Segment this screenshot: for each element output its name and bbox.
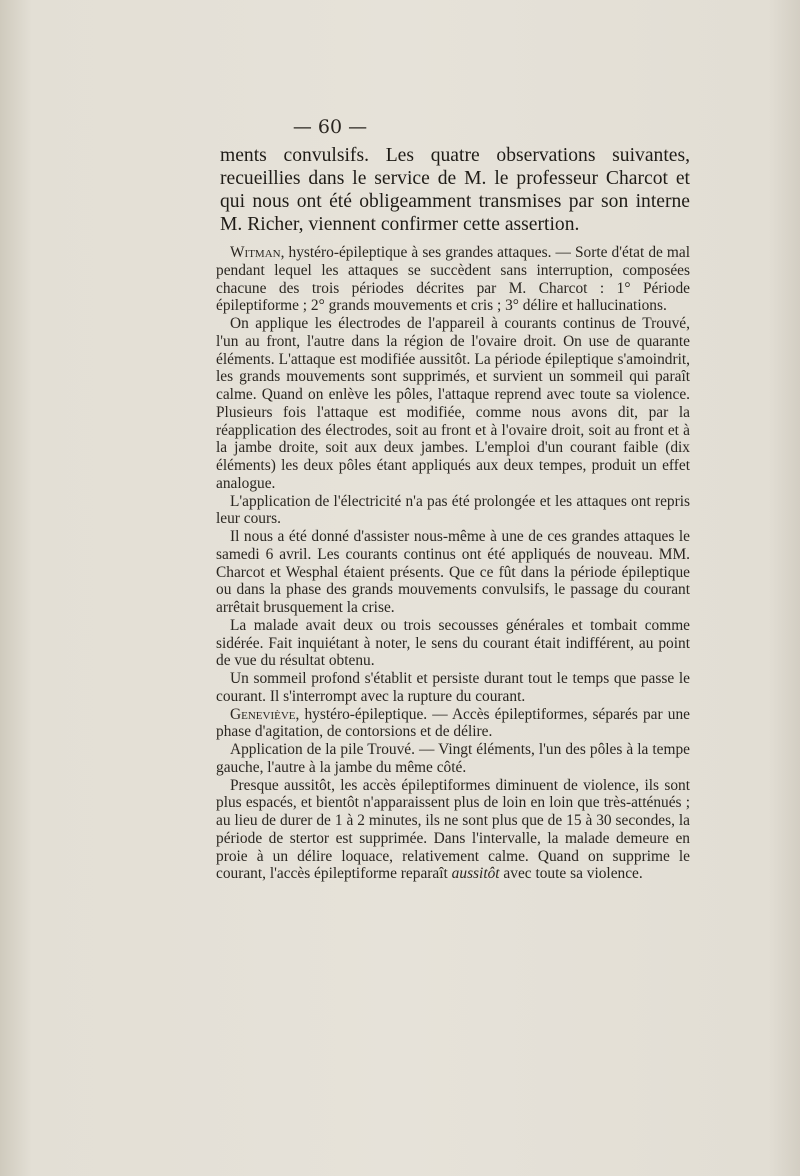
patient-name-genevieve: Geneviève xyxy=(230,705,296,723)
paragraph: La malade avait deux ou trois secousses générales et tombait comme sidérée. Fait inquiétant à noter, le sens du courant était indifférent, au point de vue du résultat obtenu. xyxy=(216,616,690,670)
page-number: — 60 — xyxy=(292,116,368,138)
paragraph-final-text: Presque aussitôt, les accès épileptiformes diminuent de violence, ils sont plus espacés, et bientôt n'apparaissent plus de loin en loin que très-atténués ; au lieu de durer de 1 à 2 minutes, ils ne sont plus que de 15 à 30 secondes, la période de stertor est supprimée. Dans l'intervalle, la malade demeure en proie à un délire loquace, relativement calme. Quand on supprime le courant, l'accès épileptiforme reparaît xyxy=(216,776,690,883)
observations-block xyxy=(216,244,690,883)
paragraph: L'application de l'électricité n'a pas été prolongée et les attaques ont repris leur cours. xyxy=(216,492,690,528)
observation-witman-text: , hystéro-épileptique à ses grandes attaques. — Sorte d'état de mal pendant lequel les attaques se succèdent sans interruption, composées chacune des trois périodes décrites par M. Charcot : 1° Période épileptiforme ; 2° grands mouvements et cris ; 3° délire et hallucinations. xyxy=(216,244,690,315)
lead-paragraph: ments convulsifs. Les quatre observations suivantes, recueillies dans le service de M. le professeur Charcot et qui nous ont été obligeamment transmises par son interne M. Richer, viennent confirmer cette assertion. xyxy=(220,145,690,235)
italic-word: aussitôt xyxy=(451,865,500,883)
patient-name-witman: Witman xyxy=(230,244,281,261)
observation-genevieve-text: , hystéro-épileptique. — Accès épileptiformes, séparés par une phase d'agitation, de contorsions et de délire. xyxy=(216,705,690,741)
paragraph: Application de la pile Trouvé. — Vingt éléments, l'un des pôles à la tempe gauche, l'autre à la jambe du même côté. xyxy=(216,741,690,776)
paragraph-final-tail: avec toute sa violence. xyxy=(499,865,643,883)
paragraph: On applique les électrodes de l'appareil à courants continus de Trouvé, l'un au front, l'autre dans la région de l'ovaire droit. On use de quarante éléments. L'attaque est modifiée aussitôt. La période épileptique s'amoindrit, les grands mouvements sont supprimés, et survient un sommeil qui paraît calme. Quand on enlève les pôles, l'attaque reprend avec toute sa violence. Plusieurs fois l'attaque est modifiée, comme nous avons dit, par la réapplication des électrodes, soit au front et à l'ovaire droit, soit au front et à la jambe droite, soit aux deux jambes. L'emploi d'un courant faible (dix éléments) les deux pôles étant appliqués aux deux tempes, produit un effet analogue. xyxy=(216,315,690,492)
observation-genevieve xyxy=(216,706,690,742)
paragraph: Un sommeil profond s'établit et persiste durant tout le temps que passe le courant. Il s'interrompt avec la rupture du courant. xyxy=(216,670,690,705)
paragraph: Il nous a été donné d'assister nous-même à une de ces grandes attaques le samedi 6 avril. Les courants continus ont été appliqués de nouveau. MM. Charcot et Wesphal étaient présents. Que ce fût dans la période épileptique ou dans la phase des grands mouvements convulsifs, le passage du courant arrêtait brusquement la crise. xyxy=(216,528,690,616)
observation-witman xyxy=(216,244,690,315)
paragraph-final xyxy=(216,777,690,884)
